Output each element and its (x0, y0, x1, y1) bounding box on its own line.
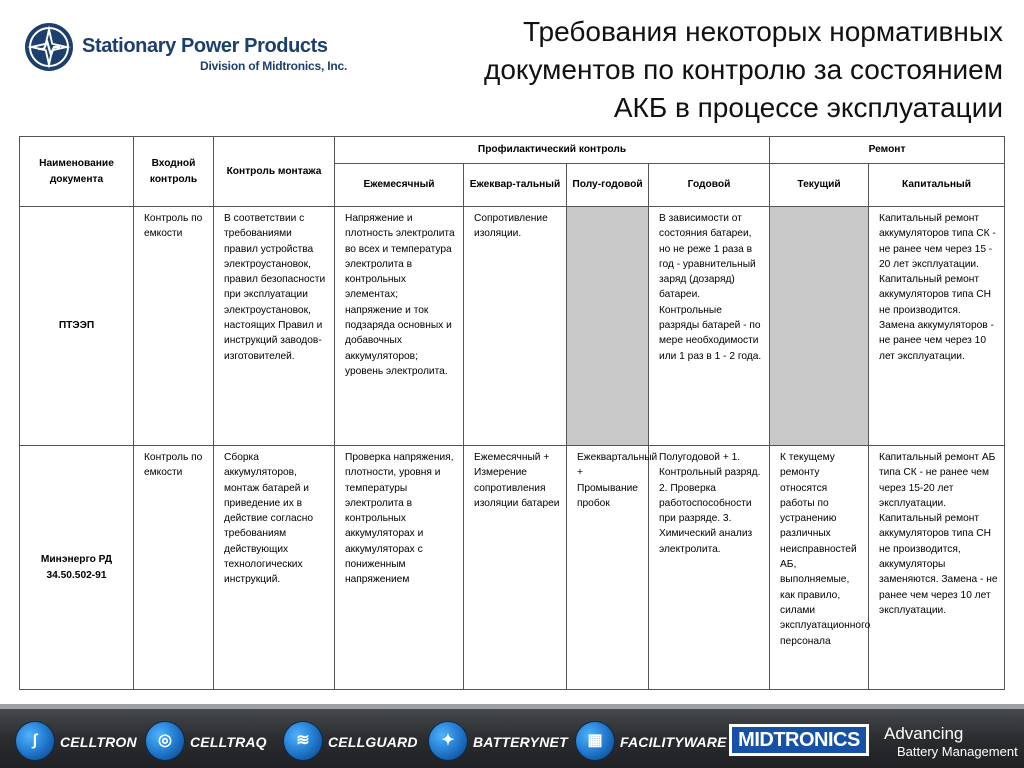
cell-current-repair: К текущему ремонту относятся работы по устранению различных неисправностей АБ, выполняемые, как правило, силами эксплуатационного персонала (770, 446, 869, 690)
celltron-logo-icon: ∫ (16, 722, 54, 760)
cell-installation: Сборка аккумуляторов, монтаж батарей и приведение их в действие согласно требованиям действующих технологических инструкций. (214, 446, 335, 690)
cell-annual: В зависимости от состояния батареи, но не реже 1 раза в год - уравнительный заряд (дозаряд) батареи. Контрольные разряды батарей - по мере необходимости или 1 раз в 1 - 2 года. (649, 207, 770, 446)
cell-semiannual: Ежеквартальный + Промывание пробок (567, 446, 649, 690)
cell-monthly: Проверка напряжения, плотности, уровня и температуры электролита в контрольных аккумуляторах и аккумуляторах с пониженным напряжением (335, 446, 464, 690)
cell-capital-repair: Капитальный ремонт аккумуляторов типа СК - не ранее чем через 15 - 20 лет эксплуатации. Капитальный ремонт аккумуляторов типа СН не производится. Замена аккумуляторов - не ранее чем через 10 лет эксплуатации. (869, 207, 1005, 446)
header-doc-name: Наименование документа (20, 137, 134, 207)
brand-name: CELLGUARD (328, 734, 418, 750)
header-incoming-control: Входной контроль (134, 137, 214, 207)
header-annual: Годовой (649, 164, 770, 207)
compass-logo-icon (24, 22, 74, 72)
company-name: Stationary Power Products (82, 35, 328, 57)
cell-annual: Полугодовой + 1. Контрольный разряд. 2. Проверка работоспособности при разряде. 3. Химический анализ электролита. (649, 446, 770, 690)
celltraq-logo-icon: ◎ (146, 722, 184, 760)
midtronics-wordmark: MIDTRONICS (732, 727, 866, 753)
header-preventive-control: Профилактический контроль (335, 137, 770, 164)
cell-incoming: Контроль по емкости (134, 207, 214, 446)
cell-current-repair-empty (770, 207, 869, 446)
company-division: Division of Midtronics, Inc. (200, 59, 348, 73)
cell-monthly: Напряжение и плотность электролита во всех и температура электролита в контрольных элементах; напряжение и ток подзаряда основных и добавочных аккумуляторов; уровень электролита. (335, 207, 464, 446)
header-monthly: Ежемесячный (335, 164, 464, 207)
table-row (20, 207, 1005, 446)
brand-name: FACILITYWARE (620, 734, 727, 750)
cellguard-logo-icon: ≋ (284, 722, 322, 760)
cell-semiannual-empty (567, 207, 649, 446)
title-line: документов по контролю за состоянием (483, 54, 1003, 85)
tagline-advancing: Advancing (884, 724, 964, 743)
cell-quarterly: Ежемесячный + Измерение сопротивления изоляции батареи (464, 446, 567, 690)
cell-quarterly: Сопротивление изоляции. (464, 207, 567, 446)
brand-name: CELLTRON (60, 734, 137, 750)
row-doc-name: Минэнерго РД 34.50.502-91 (20, 446, 134, 690)
header-repair: Ремонт (770, 137, 1005, 164)
cell-incoming: Контроль по емкости (134, 446, 214, 690)
header-current-repair: Текущий (770, 164, 869, 207)
header-semiannual: Полу-годовой (567, 164, 649, 207)
footer-divider (0, 704, 1024, 709)
midtronics-logo (729, 724, 869, 756)
batterynet-logo-icon: ✦ (429, 722, 467, 760)
tagline-battery-management: Battery Management (897, 744, 1018, 759)
title-line: АКБ в процессе эксплуатации (613, 92, 1003, 123)
row-doc-name: ПТЭЭП (20, 207, 134, 446)
slide-title (363, 13, 1003, 127)
cell-installation: В соответствии с требованиями правил устройства электроустановок, правил безопасности при эксплуатации электроустановок, настоящих Правил и инструкций заводов-изготовителей. (214, 207, 335, 446)
company-logo (24, 22, 348, 78)
cell-capital-repair: Капитальный ремонт АБ типа СК - не ранее чем через 15-20 лет эксплуатации. Капитальный ремонт аккумуляторов типа СН не производится, аккумуляторы заменяются. Замена - не ранее чем через 10 лет эксплуатации. (869, 446, 1005, 690)
facilityware-logo-icon: ▦ (576, 722, 614, 760)
header-installation-control: Контроль монтажа (214, 137, 335, 207)
title-line: Требования некоторых нормативных (522, 16, 1003, 47)
requirements-table (19, 136, 1005, 690)
brand-name: BATTERYNET (473, 734, 568, 750)
brand-name: CELLTRAQ (190, 734, 267, 750)
header-quarterly: Ежеквар-тальный (464, 164, 567, 207)
table-row (20, 446, 1005, 690)
footer-bar (0, 704, 1024, 768)
header-capital-repair: Капитальный (869, 164, 1005, 207)
